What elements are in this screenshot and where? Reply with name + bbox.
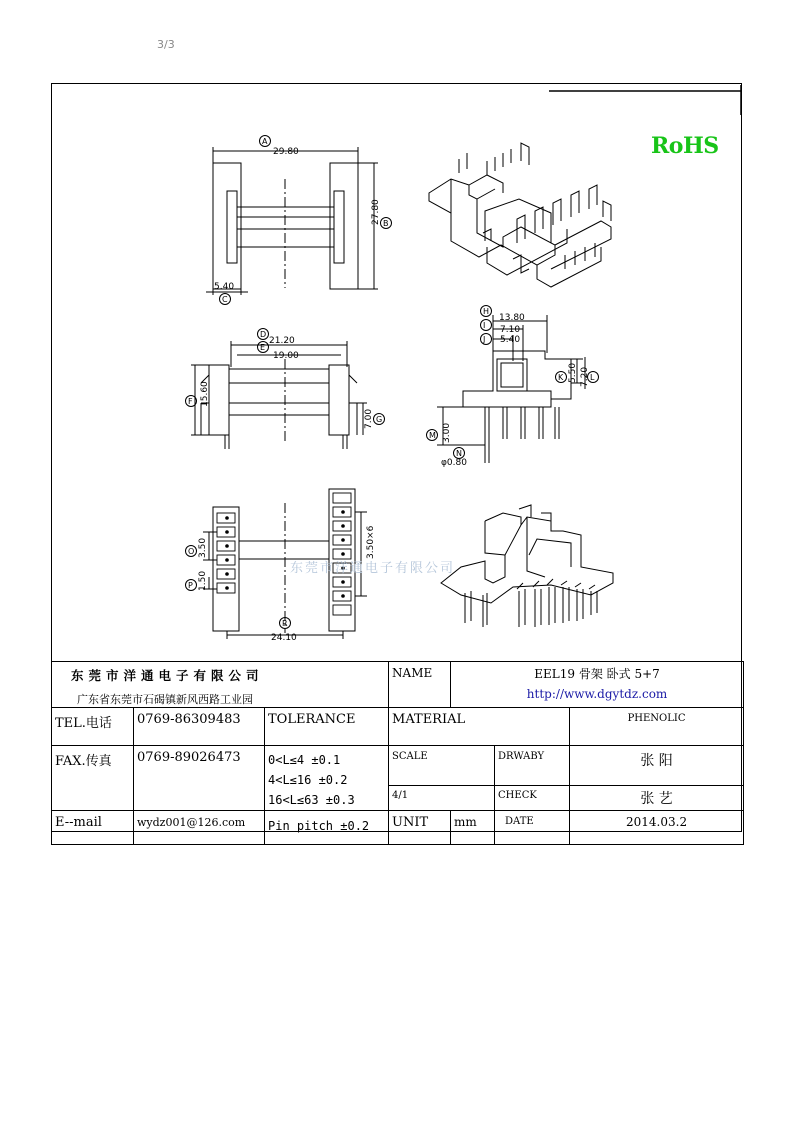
svg-text:B: B <box>383 219 389 228</box>
material-value: PHENOLIC <box>570 708 744 746</box>
dim-m: 3.00 <box>442 422 452 443</box>
title-block <box>51 661 744 845</box>
dim-j: 5.40 <box>500 335 521 345</box>
dim-q: 3.50×6 <box>366 525 376 559</box>
website-link[interactable]: http://www.dgytdz.com <box>526 687 668 701</box>
dim-a: 29.80 <box>273 147 299 157</box>
fax-label: FAX.传真 <box>52 746 134 811</box>
drawn-by-label: DRWABY <box>495 746 570 786</box>
dim-p: 1.50 <box>198 570 208 591</box>
rohs-mark: RoHS <box>651 133 719 159</box>
svg-text:F: F <box>188 397 193 406</box>
svg-text:D: D <box>260 330 267 339</box>
tolerance-line-3: 16<L≤63 ±0.3 <box>268 793 355 807</box>
date-value: 2014.03.2 <box>570 811 744 845</box>
svg-text:H: H <box>483 307 490 316</box>
title-row-email <box>52 811 744 845</box>
part-name: EEL19 骨架 卧式 5+7 <box>534 667 660 681</box>
dim-l: 7.20 <box>580 366 590 387</box>
svg-text:K: K <box>558 373 564 382</box>
unit-label: UNIT <box>389 811 451 845</box>
svg-text:L: L <box>590 373 595 382</box>
drawn-by-value: 张 阳 <box>570 746 744 786</box>
tolerance-line-2: 4<L≤16 ±0.2 <box>268 773 348 787</box>
top-view <box>206 147 378 295</box>
date-label: DATE <box>495 811 570 845</box>
dim-b: 27.80 <box>371 199 381 225</box>
tel-value: 0769-86309483 <box>134 708 265 746</box>
watermark: 东莞市洋通电子有限公司 <box>290 561 456 576</box>
title-row-fax <box>52 746 744 786</box>
name-cell <box>451 662 744 708</box>
top-view-balloons <box>220 136 392 305</box>
svg-text:N: N <box>456 449 462 458</box>
dim-c: 5.40 <box>214 282 235 292</box>
dim-f: 15.60 <box>200 381 210 407</box>
svg-text:G: G <box>376 415 383 424</box>
header-corner-lines <box>549 85 741 115</box>
svg-text:I: I <box>483 321 486 330</box>
title-row-company <box>52 662 744 708</box>
email-value[interactable]: wydz001@126.com <box>134 811 265 845</box>
dim-k: 5.50 <box>568 362 578 383</box>
svg-text:J: J <box>483 335 486 344</box>
dim-g: 7.00 <box>364 408 374 429</box>
svg-text:E: E <box>260 343 266 352</box>
tolerance-list <box>265 746 389 811</box>
iso-view-bottom <box>441 505 613 627</box>
dim-e: 19.00 <box>273 351 299 361</box>
dim-i: 7.10 <box>500 325 521 335</box>
svg-text:C: C <box>222 295 228 304</box>
page-mark: 3/3 <box>157 38 175 51</box>
svg-text:O: O <box>188 547 195 556</box>
scale-value: 4/1 <box>389 785 495 810</box>
scale-label: SCALE <box>389 746 495 786</box>
fax-value: 0769-89026473 <box>134 746 265 811</box>
iso-view-top <box>429 143 611 287</box>
top-view-labels <box>214 147 381 292</box>
svg-text:R: R <box>282 619 288 628</box>
tel-label: TEL.电话 <box>52 708 134 746</box>
svg-text:P: P <box>188 581 193 590</box>
company-name: 东莞市洋通电子有限公司 <box>71 668 264 683</box>
material-label: MATERIAL <box>389 708 570 746</box>
company-address: 广东省东莞市石碣镇新风西路工业园 <box>77 693 253 706</box>
dim-o: 3.50 <box>198 537 208 558</box>
tolerance-line-1: 0<L≤4 ±0.1 <box>268 753 341 767</box>
dim-h: 13.80 <box>499 313 525 323</box>
dim-n: φ0.80 <box>441 458 467 468</box>
name-label: NAME <box>389 662 451 708</box>
dim-r: 24.10 <box>271 633 297 643</box>
check-label: CHECK <box>495 785 570 810</box>
svg-text:M: M <box>429 431 436 440</box>
tolerance-label: TOLERANCE <box>265 708 389 746</box>
company-cell <box>52 662 389 708</box>
email-label: E--mail <box>52 811 134 845</box>
unit-value: mm <box>451 811 495 845</box>
svg-text:A: A <box>262 137 268 146</box>
check-value: 张 艺 <box>570 785 744 810</box>
pin-pitch-tolerance: Pin pitch ±0.2 <box>265 811 389 845</box>
dim-d: 21.20 <box>269 336 295 346</box>
title-row-tel <box>52 708 744 746</box>
